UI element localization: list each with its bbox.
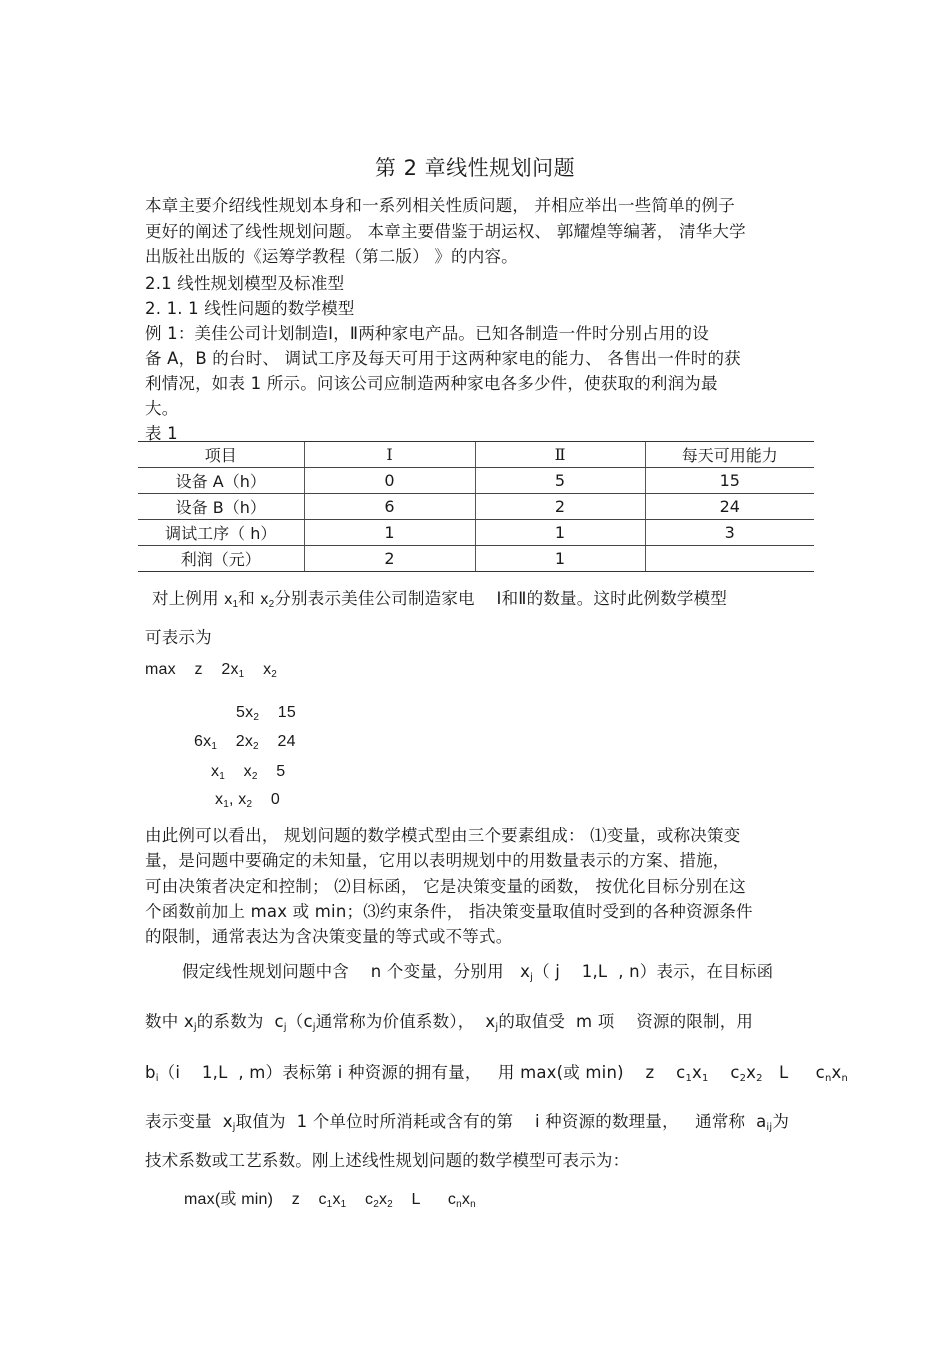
constraint-1: $5x_2$ 15 (236, 704, 296, 723)
intro-line: 本章主要介绍线性规划本身和一系列相关性质问题， 并相应举出一些简单的例子 (145, 196, 735, 215)
table-cell: 5 (475, 468, 645, 494)
math-var: $x_2$ (260, 591, 275, 610)
table-row (138, 546, 814, 572)
general-objective-function: max(或 min) z $c_1x_1$ $c_2x_2$ L $c_nx_n$ (184, 1191, 476, 1210)
table-cell: 24 (645, 494, 814, 520)
table-cell: 15 (645, 468, 814, 494)
intro-line: 出版社出版的《运筹学教程（第二版） 》的内容。 (145, 247, 518, 266)
header-cell: 项目 (138, 442, 304, 468)
paragraph-line: 的限制，通常表达为含决策变量的等式或不等式。 (145, 927, 513, 946)
table-cell: 3 (645, 520, 814, 546)
table-cell: 设备 A（h） (138, 468, 304, 494)
text: 分别表示美佳公司制造家电 Ⅰ和Ⅱ的数量。这时此例数学模型 (274, 589, 728, 608)
table-cell (645, 546, 814, 572)
table-cell: 2 (304, 546, 475, 572)
constraint-nonnegativity: $x_1$, $x_2$ 0 (215, 791, 280, 810)
header-cell: 每天可用能力 (645, 442, 814, 468)
table-row (138, 468, 814, 494)
table-row (138, 494, 814, 520)
table-header-row (138, 442, 814, 468)
table-row (138, 520, 814, 546)
table-cell: 设备 B（h） (138, 494, 304, 520)
table-cell: 利润（元） (138, 546, 304, 572)
section-heading-2-1-1: 2. 1. 1 线性问题的数学模型 (145, 299, 355, 318)
intro-line: 更好的阐述了线性规划问题。 本章主要借鉴于胡运权、 郭耀煌等编著， 清华大学 (145, 222, 746, 241)
example-line: 例 1：美佳公司计划制造Ⅰ，Ⅱ两种家电产品。已知各制造一件时分别占用的设 (145, 324, 709, 343)
paragraph-line: 数中 $x_j$的系数为 $c_j(c_j$通常称为价值系数）， $x_j$的取值受 m 项 资源的限制，用 (145, 1012, 754, 1033)
table-cell: 6 (304, 494, 475, 520)
paragraph-line: 个函数前加上 max 或 min；⑶约束条件， 指决策变量取值时受到的各种资源条件 (145, 902, 753, 921)
constraint-2: $6x_1$ $2x_2$ 24 (194, 733, 296, 752)
example-line: 利情况，如表 1 所示。问该公司应制造两种家电各多少件，使获取的利润为最 (145, 374, 718, 393)
paragraph-line: 表示变量 $x_j$取值为 1 个单位时所消耗或含有的第 i 种资源的数理量， 通常称 $a_{ij}$为 (145, 1112, 790, 1133)
table-cell: 2 (475, 494, 645, 520)
section-heading-2-1: 2.1 线性规划模型及标准型 (145, 274, 345, 293)
example-line: 大。 (145, 399, 179, 418)
table-cell: 1 (475, 520, 645, 546)
text: 和 (238, 589, 255, 608)
paragraph-line: 由此例可以看出， 规划问题的数学模式型由三个要素组成： ⑴变量，或称决策变 (145, 826, 741, 845)
table-cell: 0 (304, 468, 475, 494)
table-cell: 调试工序（ h） (138, 520, 304, 546)
header-cell: Ⅱ (475, 442, 645, 468)
table-caption: 表 1 (145, 424, 178, 443)
paragraph-line: 可由决策者决定和控制； ⑵目标函， 它是决策变量的函数， 按优化目标分别在这 (145, 877, 746, 896)
constraint-3: $x_1$ $x_2$ 5 (211, 763, 286, 782)
variables-sentence-cont: 可表示为 (145, 628, 212, 647)
variables-sentence (152, 585, 727, 609)
paragraph-line: 量，是问题中要确定的未知量，它用以表明规划中的用数量表示的方案、措施， (145, 851, 730, 870)
data-table (138, 441, 814, 572)
header-cell: Ⅰ (304, 442, 475, 468)
example-line: 备 A，B 的台时、 调试工序及每天可用于这两种家电的能力、 各售出一件时的获 (145, 349, 741, 368)
chapter-title: 第 2 章线性规划问题 (374, 156, 576, 180)
paragraph-line: 技术系数或工艺系数。刚上述线性规划问题的数学模型可表示为： (145, 1151, 630, 1170)
table-cell: 1 (304, 520, 475, 546)
objective-function: max z $2x_1$ $x_2$ (145, 661, 278, 680)
text: 对上例用 (152, 589, 219, 608)
math-var: $x_1$ (224, 591, 239, 610)
paragraph-line: $b_i(i$ 1,L , m）表标第 i 种资源的拥有量， 用 max(或 min) z $c_1x_1$ $c_2x_2$ L $c_nx_n$ (145, 1063, 848, 1084)
paragraph-line: 假定线性规划问题中含 n 个变量，分别用 $x_j$（ j 1,L , n）表示，在目标函 (182, 962, 774, 983)
table-cell: 1 (475, 546, 645, 572)
